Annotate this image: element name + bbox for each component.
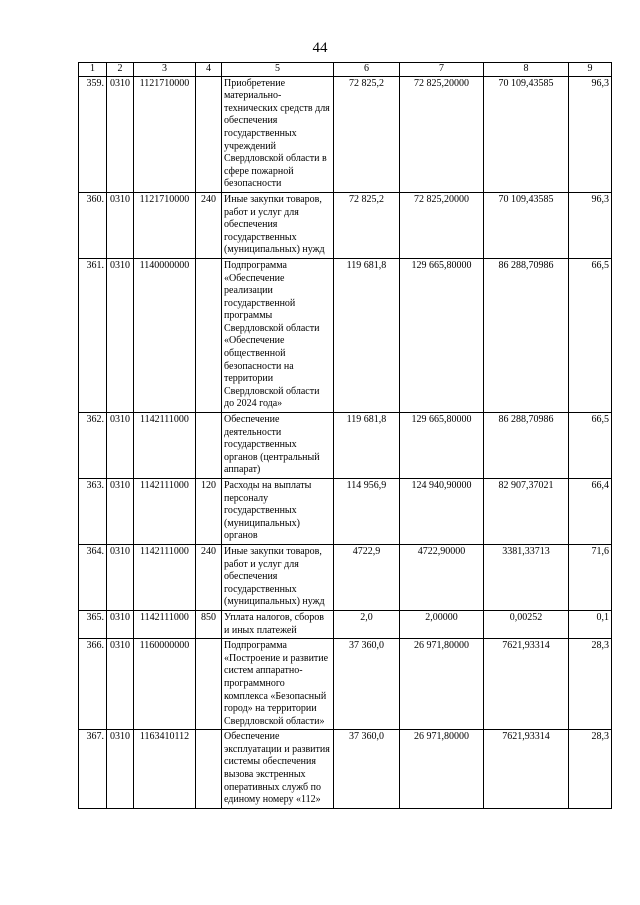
- header-row: [79, 63, 612, 77]
- percent-value: 71,6: [569, 544, 612, 610]
- plan-value: 72 825,2: [334, 192, 400, 258]
- column-header: 8: [484, 63, 569, 77]
- item-name: Иные закупки товаров, работ и услуг для обеспечения государственных (муниципальных) нужд: [222, 192, 334, 258]
- expense-type-code: 240: [196, 192, 222, 258]
- target-article-code: 1142111000: [134, 610, 196, 638]
- expense-type-code: 120: [196, 479, 222, 545]
- refined-value: 129 665,80000: [400, 413, 484, 479]
- column-header: 6: [334, 63, 400, 77]
- section-code: 0310: [107, 76, 134, 192]
- expense-type-code: [196, 730, 222, 809]
- row-number: 365.: [79, 610, 107, 638]
- row-number: 367.: [79, 730, 107, 809]
- plan-value: 37 360,0: [334, 730, 400, 809]
- target-article-code: 1163410112: [134, 730, 196, 809]
- item-name: Подпрограмма «Обеспечение реализации государственной программы Свердловской области «Обеспечение общественной безопасности на территории Свердловской области до 2024 года»: [222, 258, 334, 412]
- table-row: [79, 413, 612, 479]
- table-row: [79, 610, 612, 638]
- column-header: 2: [107, 63, 134, 77]
- percent-value: 96,3: [569, 76, 612, 192]
- table-row: [79, 76, 612, 192]
- section-code: 0310: [107, 610, 134, 638]
- item-name: Подпрограмма «Построение и развитие систем аппаратно-программного комплекса «Безопасный город» на территории Свердловской области»: [222, 639, 334, 730]
- page-number: 44: [312, 40, 328, 56]
- refined-value: 26 971,80000: [400, 639, 484, 730]
- plan-value: 114 956,9: [334, 479, 400, 545]
- item-name: Уплата налогов, сборов и иных платежей: [222, 610, 334, 638]
- plan-value: 119 681,8: [334, 258, 400, 412]
- table-row: [79, 258, 612, 412]
- execution-value: 3381,33713: [484, 544, 569, 610]
- percent-value: 66,5: [569, 413, 612, 479]
- refined-value: 124 940,90000: [400, 479, 484, 545]
- target-article-code: 1121710000: [134, 76, 196, 192]
- target-article-code: 1142111000: [134, 544, 196, 610]
- section-code: 0310: [107, 413, 134, 479]
- execution-value: 86 288,70986: [484, 413, 569, 479]
- column-header: 5: [222, 63, 334, 77]
- section-code: 0310: [107, 730, 134, 809]
- table-row: [79, 639, 612, 730]
- plan-value: 37 360,0: [334, 639, 400, 730]
- row-number: 360.: [79, 192, 107, 258]
- expense-type-code: [196, 639, 222, 730]
- table-row: [79, 730, 612, 809]
- item-name: Приобретение материально-технических средств для обеспечения государственных учреждений Свердловской области в сфере пожарной безопасности: [222, 76, 334, 192]
- expense-type-code: [196, 258, 222, 412]
- budget-table: [78, 62, 612, 809]
- row-number: 364.: [79, 544, 107, 610]
- percent-value: 0,1: [569, 610, 612, 638]
- refined-value: 72 825,20000: [400, 192, 484, 258]
- table-row: [79, 544, 612, 610]
- item-name: Расходы на выплаты персоналу государственных (муниципальных) органов: [222, 479, 334, 545]
- plan-value: 72 825,2: [334, 76, 400, 192]
- row-number: 366.: [79, 639, 107, 730]
- refined-value: 129 665,80000: [400, 258, 484, 412]
- plan-value: 4722,9: [334, 544, 400, 610]
- row-number: 359.: [79, 76, 107, 192]
- row-number: 362.: [79, 413, 107, 479]
- section-code: 0310: [107, 479, 134, 545]
- percent-value: 28,3: [569, 639, 612, 730]
- column-header: 1: [79, 63, 107, 77]
- column-header: 3: [134, 63, 196, 77]
- row-number: 363.: [79, 479, 107, 545]
- execution-value: 7621,93314: [484, 730, 569, 809]
- row-number: 361.: [79, 258, 107, 412]
- execution-value: 82 907,37021: [484, 479, 569, 545]
- percent-value: 96,3: [569, 192, 612, 258]
- percent-value: 28,3: [569, 730, 612, 809]
- refined-value: 72 825,20000: [400, 76, 484, 192]
- section-code: 0310: [107, 192, 134, 258]
- target-article-code: 1142111000: [134, 413, 196, 479]
- table-row: [79, 192, 612, 258]
- target-article-code: 1121710000: [134, 192, 196, 258]
- refined-value: 4722,90000: [400, 544, 484, 610]
- section-code: 0310: [107, 258, 134, 412]
- section-code: 0310: [107, 544, 134, 610]
- execution-value: 7621,93314: [484, 639, 569, 730]
- item-name: Иные закупки товаров, работ и услуг для обеспечения государственных (муниципальных) нужд: [222, 544, 334, 610]
- section-code: 0310: [107, 639, 134, 730]
- expense-type-code: 850: [196, 610, 222, 638]
- column-header: 4: [196, 63, 222, 77]
- percent-value: 66,5: [569, 258, 612, 412]
- target-article-code: 1160000000: [134, 639, 196, 730]
- column-header: 7: [400, 63, 484, 77]
- execution-value: 0,00252: [484, 610, 569, 638]
- execution-value: 86 288,70986: [484, 258, 569, 412]
- target-article-code: 1142111000: [134, 479, 196, 545]
- expense-type-code: [196, 76, 222, 192]
- item-name: Обеспечение деятельности государственных органов (центральный аппарат): [222, 413, 334, 479]
- plan-value: 119 681,8: [334, 413, 400, 479]
- refined-value: 26 971,80000: [400, 730, 484, 809]
- column-header: 9: [569, 63, 612, 77]
- percent-value: 66,4: [569, 479, 612, 545]
- execution-value: 70 109,43585: [484, 76, 569, 192]
- plan-value: 2,0: [334, 610, 400, 638]
- refined-value: 2,00000: [400, 610, 484, 638]
- table-row: [79, 479, 612, 545]
- item-name: Обеспечение эксплуатации и развития системы обеспечения вызова экстренных оперативных служб по единому номеру «112»: [222, 730, 334, 809]
- execution-value: 70 109,43585: [484, 192, 569, 258]
- expense-type-code: 240: [196, 544, 222, 610]
- expense-type-code: [196, 413, 222, 479]
- target-article-code: 1140000000: [134, 258, 196, 412]
